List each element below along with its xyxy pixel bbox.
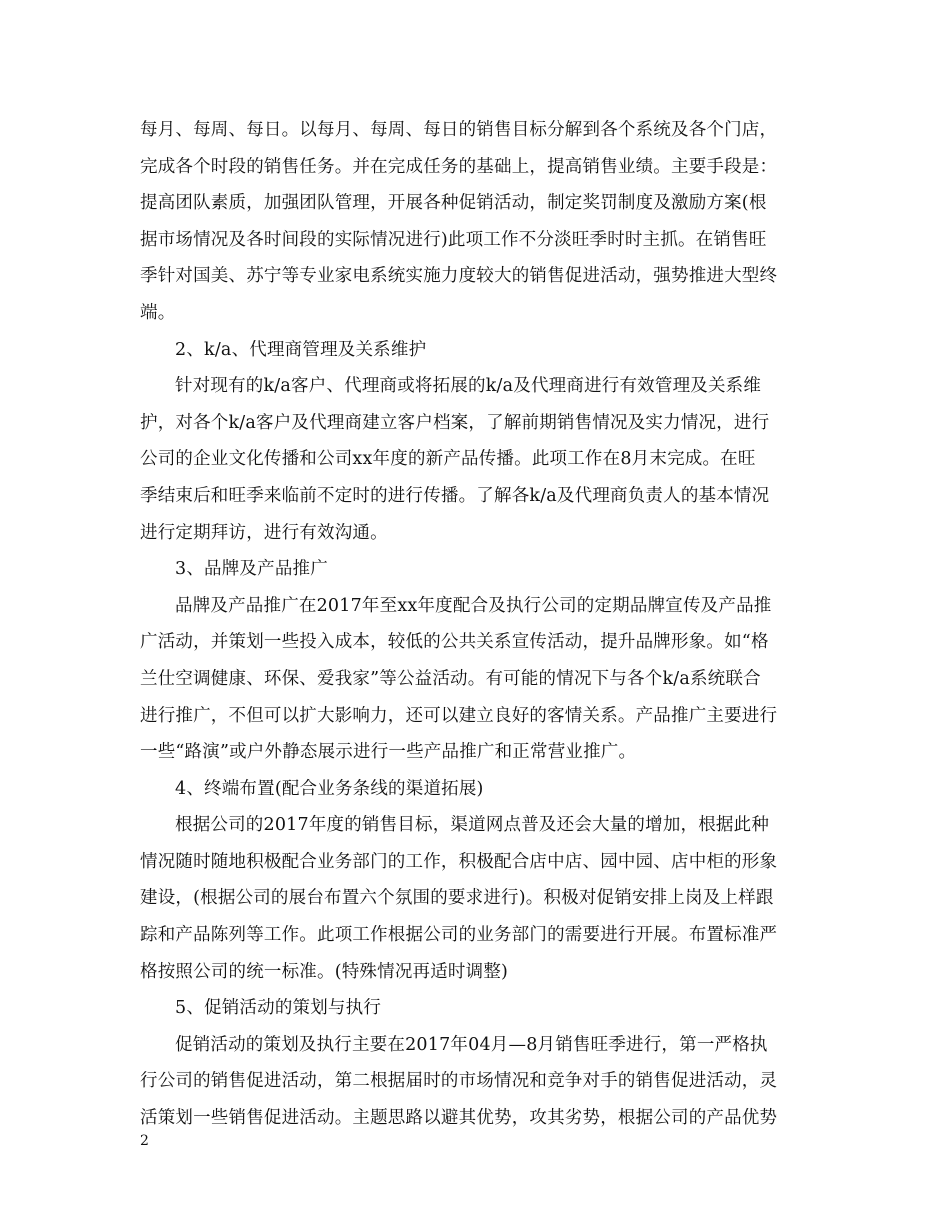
text-line: 一些“路演”或户外静态展示进行一些产品推广和正常营业推广。 [140, 742, 637, 763]
text-line: 护，对各个k/a客户及代理商建立客户档案，了解前期销售情况及实力情况，进行 [140, 412, 770, 433]
text-line: 完成各个时段的销售任务。并在完成任务的基础上，提高销售业绩。主要手段是： [140, 156, 778, 177]
page-number: 2 [140, 1133, 149, 1149]
text-line: 据市场情况及各时间段的实际情况进行)此项工作不分淡旺季时时主抓。在销售旺 [140, 229, 767, 250]
text-line: 兰仕空调健康、环保、爱我家”等公益活动。有可能的情况下与各个k/a系统联合 [140, 668, 761, 689]
text-line: 广活动，并策划一些投入成本，较低的公共关系宣传活动，提升品牌形象。如“格 [140, 632, 769, 653]
text-line: 进行定期拜访，进行有效沟通。 [140, 522, 388, 543]
text-line: 促销活动的策划及执行主要在2017年04月—8月销售旺季进行，第一严格执 [175, 1034, 768, 1055]
text-line: 品牌及产品推广在2017年至xx年度配合及执行公司的定期品牌宣传及产品推 [175, 595, 772, 616]
text-line: 端。 [140, 302, 176, 323]
text-line: 格按照公司的统一标准。(特殊情况再适时调整) [140, 961, 509, 982]
text-line: 季针对国美、苏宁等专业家电系统实施力度较大的销售促进活动，强势推进大型终 [140, 266, 778, 287]
text-line: 活策划一些销售促进活动。主题思路以避其优势，攻其劣势，根据公司的产品优势 [140, 1108, 778, 1129]
text-line: 行公司的销售促进活动，第二根据届时的市场情况和竞争对手的销售促进活动，灵 [140, 1071, 778, 1092]
text-line: 每月、每周、每日。以每月、每周、每日的销售目标分解到各个系统及各个门店， [140, 120, 778, 140]
text-line: 踪和产品陈列等工作。此项工作根据公司的业务部门的需要进行开展。布置标准严 [140, 925, 778, 946]
text-line: 季结束后和旺季来临前不定时的进行传播。了解各k/a及代理商负责人的基本情况 [140, 485, 770, 506]
text-line: 提高团队素质，加强团队管理，开展各种促销活动，制定奖罚制度及激励方案(根 [140, 193, 767, 214]
text-line: 情况随时随地积极配合业务部门的工作，积极配合店中店、园中园、店中柜的形象 [140, 851, 778, 872]
section-heading: 4、终端布置(配合业务条线的渠道拓展) [175, 778, 484, 799]
text-line: 进行推广，不但可以扩大影响力，还可以建立良好的客情关系。产品推广主要进行 [140, 705, 778, 726]
section-heading: 5、促销活动的策划与执行 [175, 998, 382, 1019]
text-line: 公司的企业文化传播和公司xx年度的新产品传播。此项工作在8月末完成。在旺 [140, 449, 756, 470]
text-line: 根据公司的2017年度的销售目标，渠道网点普及还会大量的增加，根据此种 [175, 815, 770, 836]
section-heading: 3、品牌及产品推广 [175, 559, 328, 580]
text-line: 建设，(根据公司的展台布置六个氛围的要求进行)。积极对促销安排上岗及上样跟 [140, 888, 774, 909]
document-body [140, 112, 812, 1137]
section-heading: 2、k/a、代理商管理及关系维护 [175, 339, 427, 360]
text-line: 针对现有的k/a客户、代理商或将拓展的k/a及代理商进行有效管理及关系维 [175, 376, 762, 397]
